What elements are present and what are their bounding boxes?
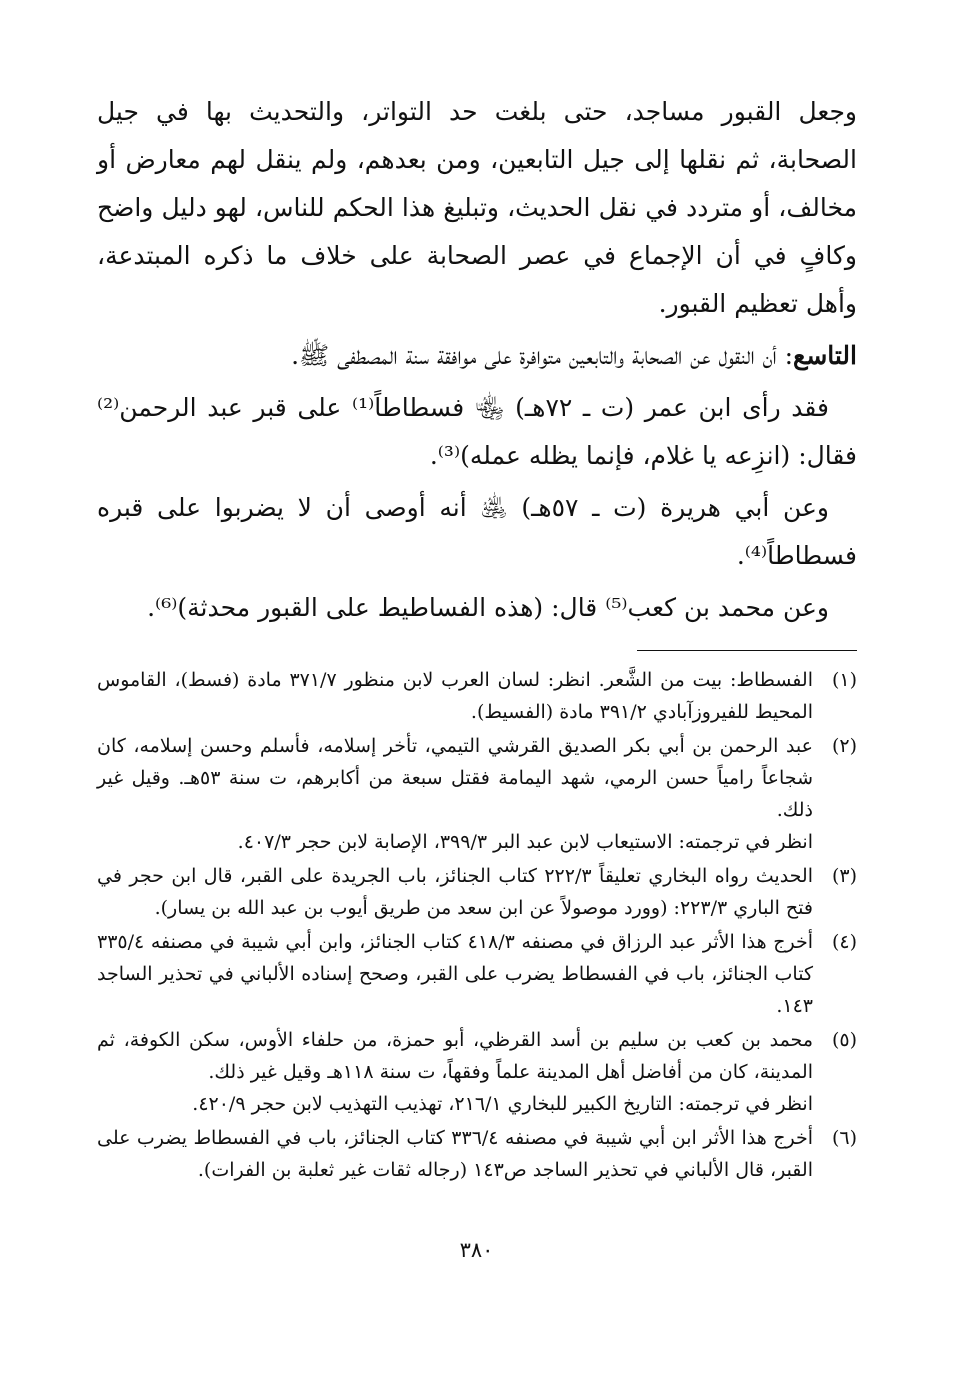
footnote-5 (97, 1024, 857, 1120)
footnote-number: (٣) (831, 865, 857, 887)
footnote-number: (٦) (831, 1127, 857, 1149)
paragraph-3: فقد رأى ابن عمر (ت ـ ٧٢هـ) ﵄ فسطاطاً⁽¹⁾ على قبر عبد الرحمن⁽²⁾ فقال: (انزِعه يا غلام، فإنما يظله عمله)⁽³⁾. (97, 393, 857, 470)
footnote-text: أخرج هذا الأثر ابن أبي شيبة في مصنفه ٣٣٦/٤ كتاب الجنائز، باب في الفسطاط يضرب على القبر، قال الألباني في تحذير الساجد ص١٤٣ (رجاله ثقات غير ثعلبة بن الفرات). (97, 1127, 813, 1181)
footnote-number: (٤) (831, 931, 857, 953)
footnote-2 (97, 730, 857, 858)
main-text (97, 88, 857, 636)
footnote-4 (97, 926, 857, 1022)
paragraph-2-lead: التاسع (793, 341, 857, 370)
footnote-text: أخرج هذا الأثر عبد الرزاق في مصنفه ٤١٨/٣ كتاب الجنائز، وابن أبي شيبة في مصنفه ٣٣٥/٤ كتاب الجنائز، باب في الفسطاط يضرب على القبر، وصحح إسناده الألباني في تحذير الساجد ١٤٣. (97, 931, 813, 1017)
paragraph-1: وجعل القبور مساجد، حتى بلغت حد التواتر، والتحديث بها في جيل الصحابة، ثم نقلها إلى جيل التابعين، ومن بعدهم، ولم ينقل لهم معارض أو مخالف، أو متردد في نقل الحديث، وتبليغ هذا الحكم للناس، لهو دليل واضح وكافٍ في أن الإجماع في عصر الصحابة على خلاف ما ذكره المبتدعة، وأهل تعظيم القبور. (97, 97, 857, 318)
footnote-extra: انظر في ترجمته: التاريخ الكبير للبخاري ٢١٦/١، تهذيب التهذيب لابن حجر ٤٢٠/٩. (192, 1093, 813, 1115)
footnote-text: عبد الرحمن بن أبي بكر الصديق القرشي التيمي، تأخر إسلامه، فأسلم وحسن إسلامه، كان شجاعاً رامياً حسن الرمي، شهد اليمامة فقتل سبعة من أكابرهم، ت سنة ٥٣هـ. وقيل غير ذلك. (97, 735, 813, 821)
footnote-number: (١) (831, 669, 857, 691)
footnote-text: الفسطاط: بيت من الشَّعر. انظر: لسان العرب لابن منظور ٣٧١/٧ مادة (فسط)، القاموس المحيط للفيروزآبادي ٣٩١/٢ مادة (الفسيط). (97, 669, 813, 723)
footnotes (97, 664, 857, 1188)
page-number: ٣٨٠ (459, 1238, 494, 1262)
paragraph-4: وعن أبي هريرة (ت ـ ٥٧هـ) ﵁ أنه أوصى أن لا يضربوا على قبره فسطاطاً⁽⁴⁾. (97, 493, 857, 570)
footnote-1 (97, 664, 857, 728)
footnote-6 (97, 1122, 857, 1186)
paragraph-2 (97, 332, 857, 380)
footnote-text: محمد بن كعب بن سليم بن أسد القرظي، أبو حمزة، من حلفاء الأوس، سكن الكوفة، ثم المدينة، كان من أفاضل أهل المدينة علماً وفقهاً، ت سنة ١١٨هـ وقيل غير ذلك. (97, 1029, 813, 1083)
footnote-text: الحديث رواه البخاري تعليقاً ٢٢٢/٣ كتاب الجنائز، باب الجريدة على القبر، قال ابن حجر في فتح الباري ٢٢٣/٣: (وورد موصولاً عن ابن سعد من طريق أيوب بن عبد الله بن يسار). (97, 865, 813, 919)
footnote-3 (97, 860, 857, 924)
footnote-number: (٥) (831, 1029, 857, 1051)
footnote-number: (٢) (831, 735, 857, 757)
footnote-extra: انظر في ترجمته: الاستيعاب لابن عبد البر ٣٩٩/٣، الإصابة لابن حجر ٤٠٧/٣. (237, 831, 813, 853)
footnote-divider (637, 650, 857, 651)
paragraph-5: وعن محمد بن كعب⁽⁵⁾ قال: (هذه الفساطيط على القبور محدثة)⁽⁶⁾. (147, 593, 829, 622)
paragraph-2-rest: : أن النقول عن الصحابة والتابعين متوافرة على موافقة سنة المصطفى ﷺ. (291, 341, 794, 370)
